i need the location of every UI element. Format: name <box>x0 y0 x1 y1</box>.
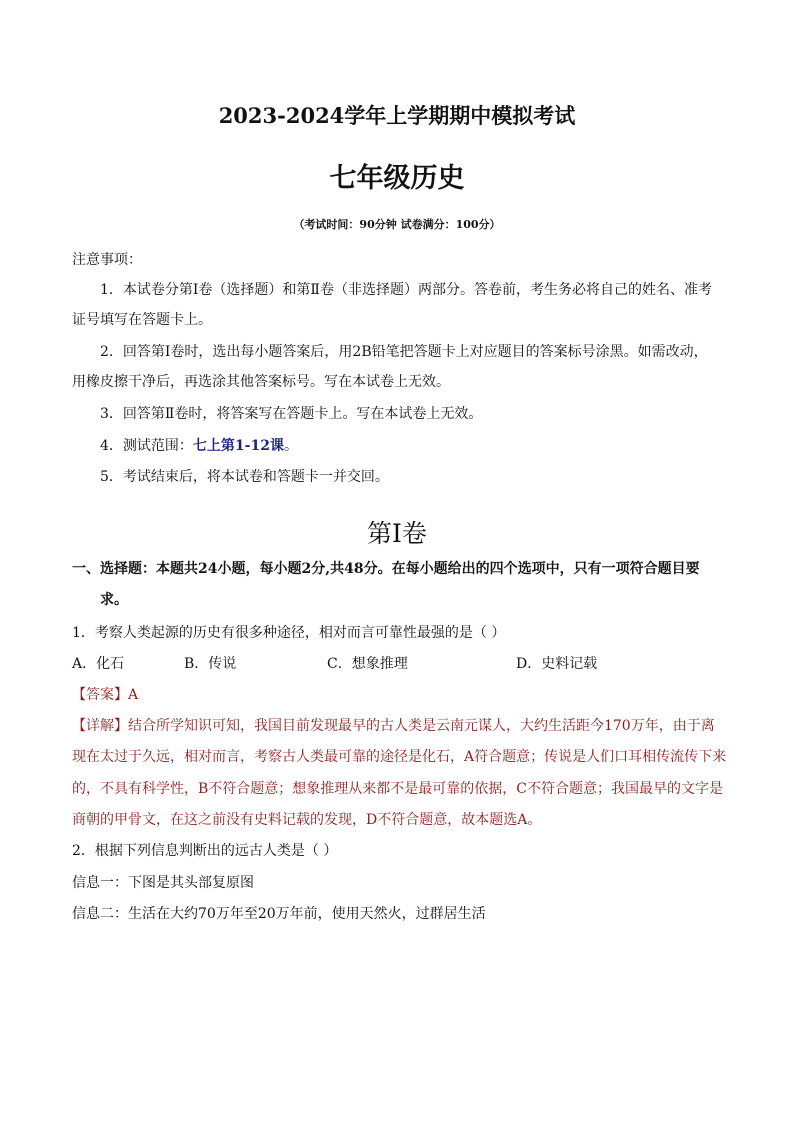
q1-detail-line-1: 【详解】结合所学知识可知，我国目前发现最早的古人类是云南元谋人，大约生活距今170万年，由于离 <box>72 718 715 734</box>
section-label: 一、选择题： <box>72 561 156 577</box>
q1-option-b: B．传说 <box>184 656 237 672</box>
q2-stem: 2．根据下列信息判断出的远古人类是（ ） <box>72 843 338 859</box>
notice-item-5: 5．考试结束后，将本试卷和答题卡一并交回。 <box>100 469 389 485</box>
notice-item-2-cont: 用橡皮擦干净后，再选涂其他答案标号。写在本试卷上无效。 <box>72 374 450 390</box>
exam-title: 2023-2024学年上学期期中模拟考试 <box>218 103 576 128</box>
notice-item-4-prefix: 4．测试范围： <box>100 438 193 454</box>
q2-info-2: 信息二：生活在大约70万年至20万年前，使用天然火，过群居生活 <box>72 906 486 922</box>
test-range: 七上第1-12课 <box>192 438 284 454</box>
notice-item-4 <box>100 435 298 455</box>
section-heading <box>72 558 700 578</box>
q1-option-a: A．化石 <box>72 656 125 672</box>
exam-subject: 七年级历史 <box>329 163 465 194</box>
notice-item-2: 2．回答第Ⅰ卷时，选出每小题答案后，用2B铅笔把答题卡上对应题目的答案标号涂黑。如需改动， <box>100 344 708 360</box>
q1-option-d: D．史料记载 <box>516 656 598 672</box>
q2-info-1: 信息一：下图是其头部复原图 <box>72 875 254 891</box>
notice-item-1: 1．本试卷分第Ⅰ卷（选择题）和第Ⅱ卷（非选择题）两部分。答卷前，考生务必将自己的姓名、准考 <box>100 282 712 298</box>
q1-detail-line-2: 现在太过于久远，相对而言，考察古人类最可靠的途径是化石，A符合题意；传说是人们口耳相传流传下来 <box>72 749 727 765</box>
section-instructions-cont: 求。 <box>100 592 128 608</box>
volume-heading: 第Ⅰ卷 <box>367 519 427 548</box>
exam-info: （考试时间：90分钟 试卷满分：100分） <box>293 218 501 231</box>
q1-answer: 【答案】A <box>72 687 139 703</box>
notice-item-3: 3．回答第Ⅱ卷时，将答案写在答题卡上。写在本试卷上无效。 <box>100 406 483 422</box>
notice-heading: 注意事项： <box>72 252 142 268</box>
q1-detail-line-4: 商朝的甲骨文，在这之前没有史料记载的发现，D不符合题意，故本题选A。 <box>72 812 542 828</box>
q1-detail-line-3: 的，不具有科学性，B不符合题意；想象推理从来都不是最可靠的依据，C不符合题意；我国最早的文字是 <box>72 781 723 797</box>
q1-option-c: C．想象推理 <box>327 656 408 672</box>
notice-item-4-suffix: 。 <box>283 438 298 454</box>
notice-item-1-cont: 证号填写在答题卡上。 <box>72 312 212 328</box>
q1-stem: 1．考察人类起源的历史有很多种途径，相对而言可靠性最强的是（ ） <box>72 625 506 641</box>
section-instructions: 本题共24小题，每小题2分,共48分。在每小题给出的四个选项中，只有一项符合题目要 <box>156 561 700 577</box>
